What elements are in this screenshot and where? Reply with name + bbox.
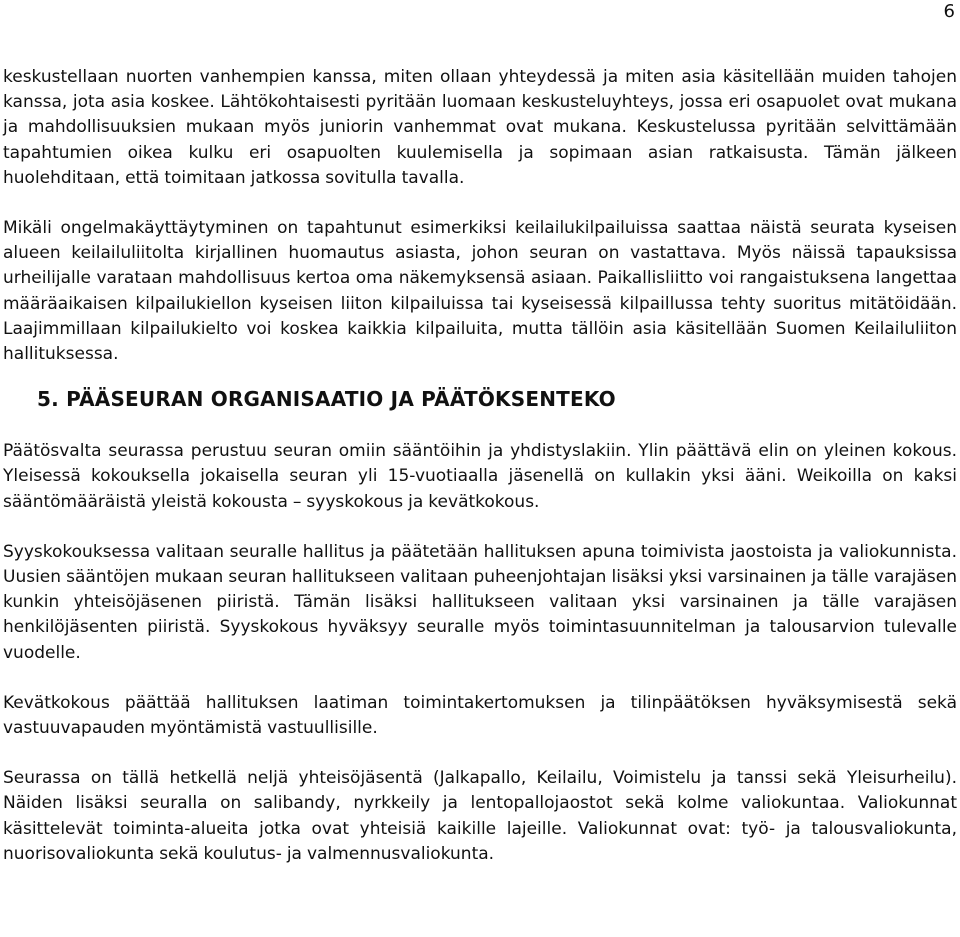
paragraph-gap <box>3 666 957 691</box>
paragraph-gap <box>3 191 957 216</box>
paragraph-gap <box>3 741 957 766</box>
paragraph-competition-misconduct: Mikäli ongelmakäyttäytyminen on tapahtunut esimerkiksi keilailukilpailuissa saattaa näistä seurata kyseisen alueen keilailuliitolta kirjallinen huomautus asiasta, johon seuran on vastattava. Myös näissä tapauksissa urheilijalle varataan mahdollisuus kertoa oma näkemyksensä asiaan. Paikallisliitto voi rangaistuksena langettaa määräaikaisen kilpailukiellon kyseisen liiton kilpailuissa tai kyseisessä kilpaillussa tehty suoritus mitätöidään. Laajimmillaan kilpailukielto voi koskea kaikkia kilpailuita, mutta tällöin asia käsitellään Suomen Keilailuliiton hallituksessa. <box>3 218 957 365</box>
page-number: 6 <box>943 1 955 22</box>
section-heading-wrapper <box>3 386 957 412</box>
paragraph-conflict-handling: keskustellaan nuorten vanhempien kanssa, miten ollaan yhteydessä ja miten asia käsitellään muiden tahojen kanssa, jota asia koskee. Lähtökohtaisesti pyritään luomaan keskusteluyhteys, jossa eri osapuolet ovat mukana ja mahdollisuuksien mukaan myös juniorin vanhemmat ovat mukana. Keskustelussa pyritään selvittämään tapahtumien oikea kulku eri osapuolten kuulemisella ja sopimaan asian ratkaisusta. Tämän jälkeen huolehditaan, että toimitaan jatkossa sovitulla tavalla. <box>3 67 957 188</box>
document-body <box>3 65 957 867</box>
section-heading: 5. PÄÄSEURAN ORGANISAATIO JA PÄÄTÖKSENTEKO <box>37 387 616 412</box>
paragraph-spring-meeting: Kevätkokous päättää hallituksen laatiman toimintakertomuksen ja tilinpäätöksen hyväksymisestä sekä vastuuvapauden myöntämistä vastuullisille. <box>3 692 957 739</box>
paragraph-decision-making: Päätösvalta seurassa perustuu seuran omiin sääntöihin ja yhdistyslakiin. Ylin päättävä elin on yleinen kokous. Yleisessä kokouksella jokaisella seuran yli 15-vuotiaalla jäsenellä on kullakin yksi ääni. Weikoilla on kaksi sääntömääräistä yleistä kokousta – syyskokous ja kevätkokous. <box>3 441 957 512</box>
paragraph-autumn-meeting: Syyskokouksessa valitaan seuralle hallitus ja päätetään hallituksen apuna toimivista jaostoista ja valiokunnista. Uusien sääntöjen mukaan seuran hallitukseen valitaan puheenjohtajan lisäksi yksi varsinainen ja tälle varajäsen kunkin yhteisöjäsenen piiristä. Tämän lisäksi hallitukseen valitaan yksi varsinainen ja tälle varajäsen henkilöjäsenten piiristä. Syyskokous hyväksyy seuralle myös toimintasuunnitelman ja talousarvion tulevalle vuodelle. <box>3 541 957 663</box>
paragraph-gap <box>3 515 957 540</box>
paragraph-club-members: Seurassa on tällä hetkellä neljä yhteisöjäsentä (Jalkapallo, Keilailu, Voimistelu ja tanssi sekä Yleisurheilu). Näiden lisäksi seuralla on salibandy, nyrkkeily ja lentopallojaostot sekä kolme valiokuntaa. Valiokunnat käsittelevät toiminta-alueita jotka ovat yhteisiä kaikille lajeille. Valiokunnat ovat: työ- ja talousvaliokunta, nuorisovaliokunta sekä koulutus- ja valmennusvaliokunta. <box>3 768 957 864</box>
